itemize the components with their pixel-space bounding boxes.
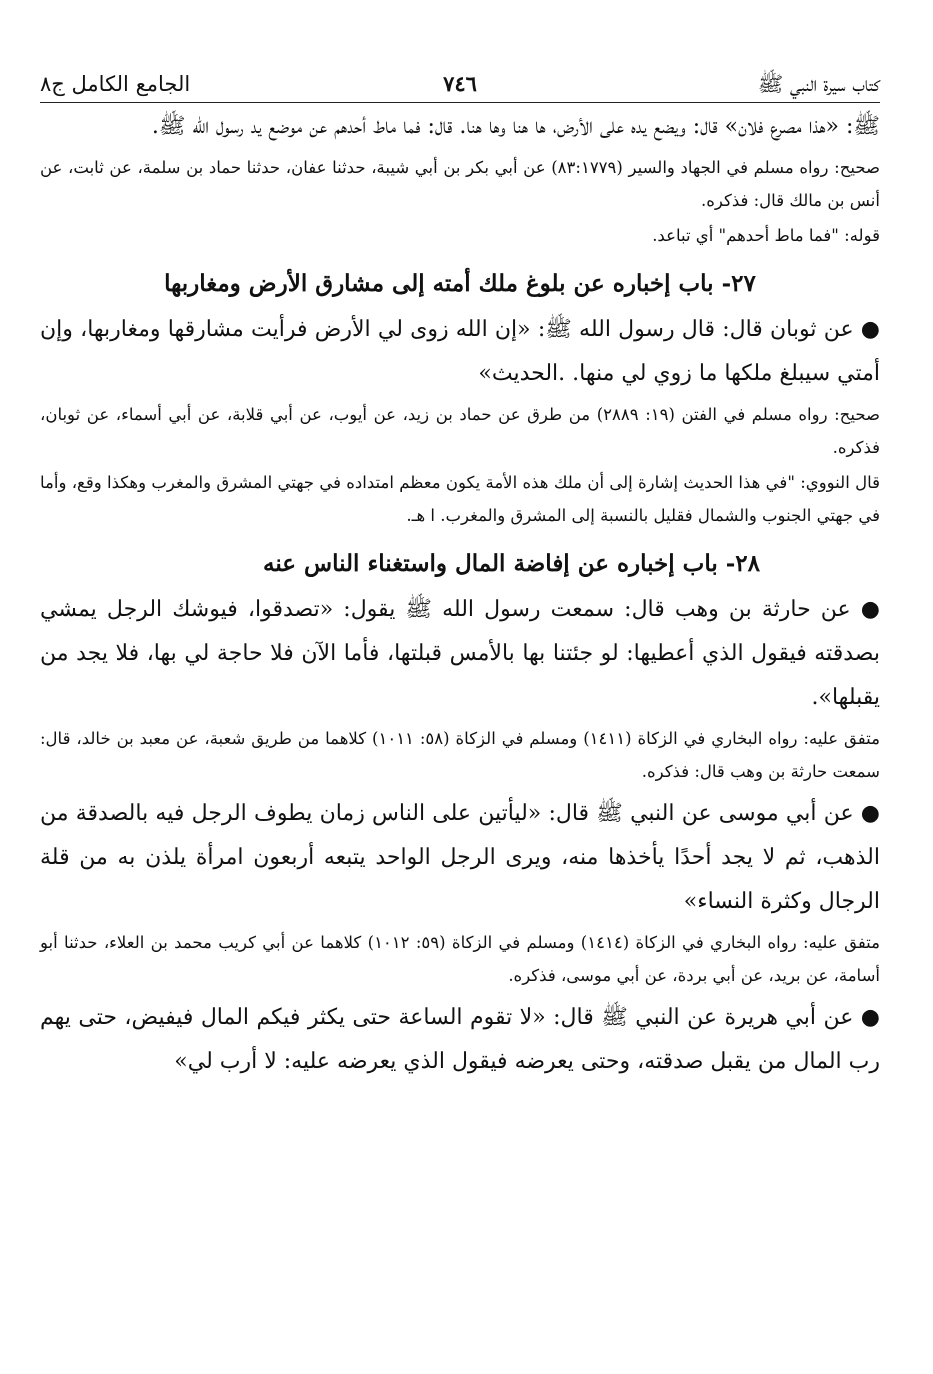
document-page bbox=[40, 64, 880, 1084]
takhrij-note: صحيح: رواه مسلم في الجهاد والسير (٨٣:١٧٧٩) عن أبي بكر بن أبي شيبة، حدثنا عفان، حدثنا حماد بن سلمة، عن ثابت، عن أنس بن مالك قال: فذكره. bbox=[40, 158, 880, 210]
chapter-heading-27: ٢٧- باب إخباره عن بلوغ ملك أمته إلى مشارق الأرض ومغاربها bbox=[164, 270, 756, 297]
running-header bbox=[40, 64, 880, 103]
commentary-note: قال النووي: "في هذا الحديث إشارة إلى أن ملك هذه الأمة يكون معظم امتداده في جهتي المشرق والمغرب وهكذا وقع، وأما في جهتي الجنوب والشمال فقليل بالنسبة إلى المشرق والمغرب. ا هـ. bbox=[40, 473, 880, 525]
hadith-text: ● عن ثوبان قال: قال رسول الله ﷺ: «إن الله زوى لي الأرض فرأيت مشارقها ومغاربها، وإن أمتي سيبلغ ملكها ما زوي لي منها. .الحديث» bbox=[40, 317, 880, 386]
page-number: ٧٤٦ bbox=[443, 71, 477, 96]
takhrij-note: متفق عليه: رواه البخاري في الزكاة (١٤١١) ومسلم في الزكاة (٥٨: ١٠١١) كلاهما من طريق شعبة، عن معبد بن خالد، قال: سمعت حارثة بن وهب قال: فذكره. bbox=[40, 729, 880, 781]
book-section-title: كتاب سيرة النبي ﷺ bbox=[757, 72, 880, 96]
hadith-text: ﷺ: «هذا مصرع فلان» قال: ويضع يده على الأرض، ها هنا وها هنا. قال: فما ماط أحدهم عن موضع يد رسول الله ﷺ. bbox=[151, 114, 880, 139]
explanation-note: قوله: "فما ماط أحدهم" أي تباعد. bbox=[652, 226, 880, 245]
hadith-text: ● عن أبي موسى عن النبي ﷺ قال: «ليأتين على الناس زمان يطوف الرجل فيه بالصدقة من الذهب، ثم لا يجد أحدًا يأخذها منه، ويرى الرجل الواحد يتبعه أربعون امرأة يلذن به من قلة الرجال وكثرة النساء» bbox=[40, 801, 880, 914]
book-volume-title: الجامع الكامل ج٨ bbox=[40, 72, 191, 96]
chapter-heading-28: ٢٨- باب إخباره عن إفاضة المال واستغناء الناس عنه bbox=[263, 550, 760, 577]
hadith-text: ● عن أبي هريرة عن النبي ﷺ قال: «لا تقوم الساعة حتى يكثر فيكم المال فيفيض، حتى يهم رب المال من يقبل صدقته، وحتى يعرضه فيقول الذي يعرضه عليه: لا أرب لي» bbox=[40, 1005, 880, 1074]
takhrij-note: صحيح: رواه مسلم في الفتن (١٩: ٢٨٨٩) من طرق عن حماد بن زيد، عن أيوب، عن أبي قلابة، عن أبي أسماء، عن ثوبان، فذكره. bbox=[40, 405, 880, 457]
takhrij-note: متفق عليه: رواه البخاري في الزكاة (١٤١٤) ومسلم في الزكاة (٥٩: ١٠١٢) كلاهما عن أبي كريب محمد بن العلاء، حدثنا أبو أسامة، عن بريد، عن أبي بردة، عن أبي موسى، فذكره. bbox=[40, 933, 880, 985]
hadith-text: ● عن حارثة بن وهب قال: سمعت رسول الله ﷺ يقول: «تصدقوا، فيوشك الرجل يمشي بصدقته فيقول الذي أعطيها: لو جئتنا بها بالأمس قبلتها، فأما الآن فلا حاجة لي بها، فلا يجد من يقبلها». bbox=[40, 597, 880, 710]
